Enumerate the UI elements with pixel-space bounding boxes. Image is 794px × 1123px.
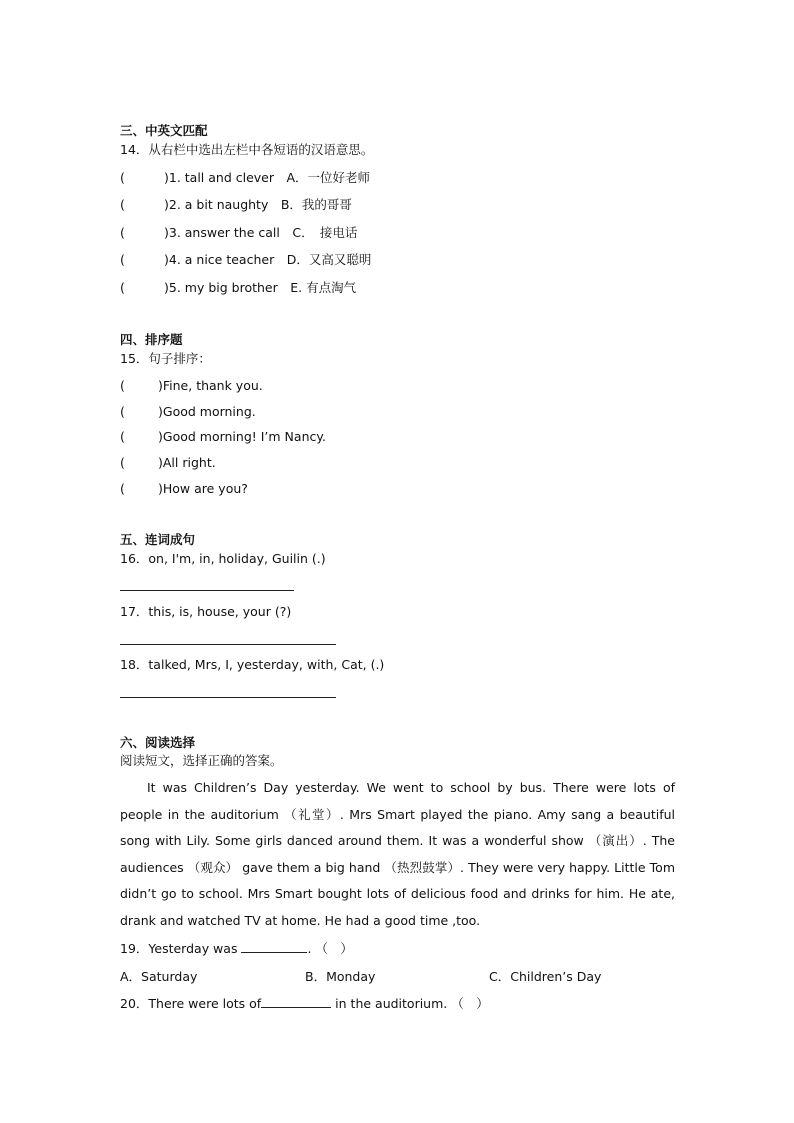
section-4-title: 四、排序题 [120, 332, 183, 347]
match-item-2 [120, 197, 352, 213]
q19-prefix: 19．Yesterday was [120, 941, 238, 956]
reading-instruction: 阅读短文，选择正确的答案。 [120, 753, 283, 768]
q19-suffix: . （ ） [307, 941, 353, 956]
answer-paren[interactable]: ( [120, 252, 125, 267]
reading-passage [120, 775, 675, 934]
match-item-text: )1. tall and clever A．一位好老师 [164, 170, 371, 185]
question-16: 16．on, I'm, in, holiday, Guilin (.) [120, 551, 326, 566]
order-item-4 [120, 455, 216, 471]
section-6-title: 六、阅读选择 [120, 735, 196, 750]
section-5-title: 五、连词成句 [120, 532, 196, 547]
order-item-text: )Good morning! I’m Nancy. [158, 429, 326, 444]
question-15: 15．句子排序： [120, 351, 211, 366]
answer-line-17[interactable] [120, 644, 336, 645]
answer-paren[interactable]: ( [120, 170, 125, 185]
question-20 [120, 995, 489, 1012]
answer-paren[interactable]: ( [120, 429, 125, 444]
passage-text: It was Children’s Day yesterday. We went to school by bus. There were lots of people in the auditorium （礼堂）. Mrs Smart played the piano. Amy sang a beautiful song with Lily. Some girls danced around them. It was a wonderful show （演出）. The audiences （观众） gave them a big hand （热烈鼓掌）. They were very happy. Little Tom didn’t go to school. Mrs Smart bought lots of delicious food and drinks for him. He ate, drank and watched TV at home. He had a good time ,too. [120, 780, 675, 928]
match-item-3 [120, 225, 357, 241]
match-item-text: )3. answer the call C． 接电话 [164, 225, 358, 240]
q19-blank[interactable] [241, 940, 307, 953]
match-item-4 [120, 252, 371, 268]
order-item-5 [120, 481, 248, 497]
order-item-text: )Good morning. [158, 404, 256, 419]
order-item-1 [120, 378, 263, 394]
order-item-text: )Fine, thank you. [158, 378, 263, 393]
answer-paren[interactable]: ( [120, 481, 125, 496]
q20-suffix: in the auditorium. （ ） [335, 996, 489, 1011]
answer-paren[interactable]: ( [120, 197, 125, 212]
q20-blank[interactable] [261, 995, 331, 1008]
section-3-title: 三、中英文匹配 [120, 123, 208, 138]
q20-prefix: 20．There were lots of [120, 996, 262, 1011]
answer-paren[interactable]: ( [120, 280, 125, 295]
answer-line-18[interactable] [120, 697, 336, 698]
order-item-text: )How are you? [158, 481, 248, 496]
match-item-text: )4. a nice teacher D．又高又聪明 [164, 252, 372, 267]
q19-option-b[interactable]: B．Monday [305, 969, 376, 984]
question-17: 17．this, is, house, your (?) [120, 604, 292, 619]
answer-line-16[interactable] [120, 590, 294, 591]
q19-option-c[interactable]: C．Children’s Day [489, 969, 602, 984]
answer-paren[interactable]: ( [120, 404, 125, 419]
question-18: 18．talked, Mrs, I, yesterday, with, Cat, (.) [120, 657, 385, 672]
order-item-text: )All right. [158, 455, 216, 470]
match-item-text: )5. my big brother E. 有点淘气 [164, 280, 357, 295]
q19-option-a[interactable]: A．Saturday [120, 969, 198, 984]
answer-paren[interactable]: ( [120, 378, 125, 393]
match-item-text: )2. a bit naughty B．我的哥哥 [164, 197, 352, 212]
order-item-2 [120, 404, 256, 420]
question-14: 14．从右栏中选出左栏中各短语的汉语意思。 [120, 142, 374, 157]
order-item-3 [120, 429, 326, 445]
answer-paren[interactable]: ( [120, 455, 125, 470]
answer-paren[interactable]: ( [120, 225, 125, 240]
match-item-5 [120, 280, 356, 296]
match-item-1 [120, 170, 370, 186]
question-19 [120, 940, 353, 957]
